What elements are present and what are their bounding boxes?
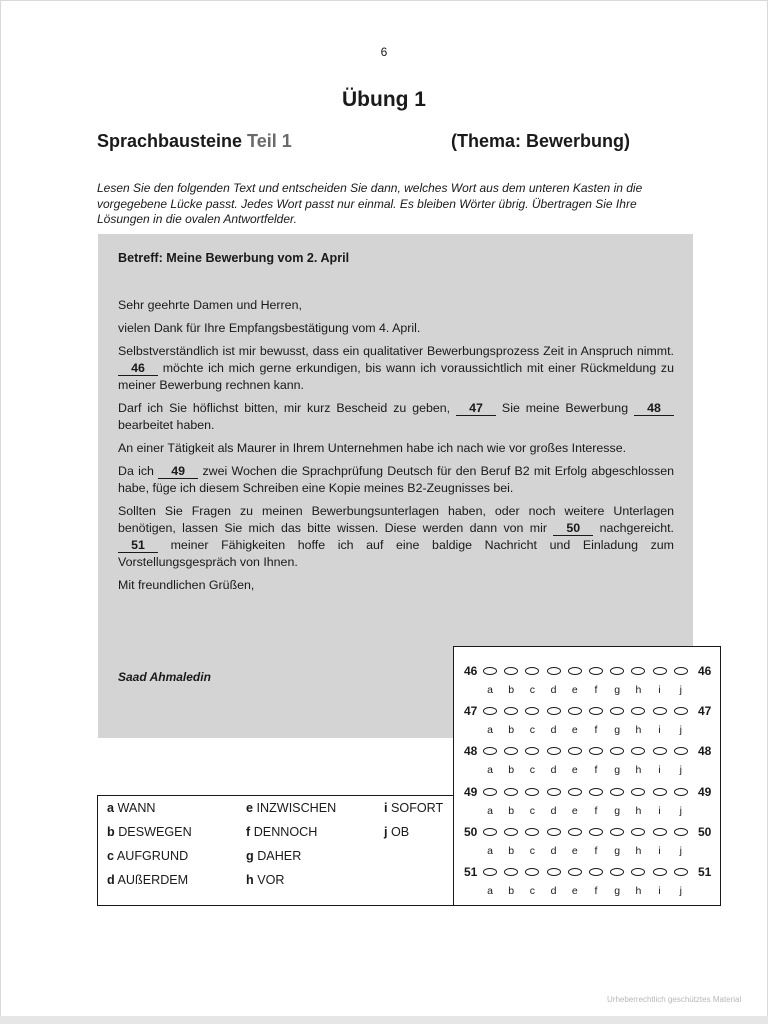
answer-oval-48-d[interactable] (547, 747, 561, 755)
word-option-letter: i (384, 801, 388, 815)
answer-row-49 (454, 779, 720, 819)
answer-letter: j (679, 885, 682, 897)
word-option-text: SOFORT (387, 801, 444, 815)
answer-oval-51-d[interactable] (547, 868, 561, 876)
answer-letter: e (571, 684, 578, 696)
answer-oval-48-c[interactable] (525, 747, 539, 755)
answer-letter: e (571, 764, 578, 777)
answer-letter: h (635, 724, 642, 737)
text-run: meiner Fähigkeiten hoffe ich auf eine baldige Nachricht und Einladung zum Vorstellungsgespräch von Ihnen. (118, 538, 674, 569)
answer-letter: c (529, 684, 536, 696)
text-run: zwei Wochen die Sprachprüfung Deutsch für den Beruf B2 mit Erfolg abgeschlossen habe, füge ich diesem Schreiben eine Kopie meines B2-Zeugnisses bei. (118, 464, 674, 495)
word-option-letter: c (107, 849, 115, 863)
answer-letter: d (550, 724, 557, 737)
answer-oval-50-b[interactable] (504, 828, 518, 836)
word-option-text: OB (387, 825, 410, 839)
answer-oval-47-b[interactable] (504, 707, 518, 715)
word-option-letter: b (107, 825, 115, 839)
gap-47: 47 (456, 402, 496, 416)
section-theme: (Thema: Bewerbung) (451, 131, 631, 151)
answer-oval-46-j[interactable] (674, 667, 688, 675)
text-run: Selbstverständlich ist mir bewusst, dass ein qualitativer Bewerbungsprozess Zeit in Anspruch nimmt. (118, 344, 674, 358)
answer-letter: c (529, 804, 536, 817)
answer-oval-51-c[interactable] (525, 868, 539, 876)
word-option-letter: f (246, 825, 251, 839)
answer-oval-48-f[interactable] (589, 747, 603, 755)
answer-oval-47-f[interactable] (589, 707, 603, 715)
answer-number-left: 50 (464, 824, 478, 839)
word-option-j (384, 825, 409, 839)
answer-number-right: 51 (698, 865, 712, 879)
answer-letter: j (679, 724, 682, 737)
letter-subject: Betreff: Meine Bewerbung vom 2. April (118, 251, 350, 265)
text-run: bearbeitet haben. (118, 418, 215, 432)
answer-oval-46-d[interactable] (547, 667, 561, 675)
answer-oval-51-h[interactable] (631, 868, 645, 876)
answer-row-48 (454, 738, 720, 778)
answer-letter: b (508, 724, 515, 737)
word-option-letter: e (246, 801, 254, 815)
answer-number-left: 51 (464, 865, 478, 879)
letter-paragraph-4: An einer Tätigkeit als Maurer in Ihrem Unternehmen habe ich nach wie vor großes Interesse. (118, 441, 627, 455)
word-option-letter: d (107, 873, 115, 887)
answer-letter: i (658, 764, 661, 777)
letter-closing: Mit freundlichen Grüßen, (118, 578, 255, 592)
answer-letter: b (508, 684, 515, 696)
answer-letter: a (487, 804, 493, 817)
answer-letter: a (487, 764, 493, 777)
answer-letter: h (635, 684, 642, 696)
answer-oval-49-h[interactable] (631, 788, 645, 796)
answer-oval-49-e[interactable] (568, 788, 582, 796)
answer-letter: f (594, 764, 598, 777)
answer-oval-51-i[interactable] (653, 868, 667, 876)
answer-number-right: 48 (698, 744, 712, 759)
answer-oval-50-e[interactable] (568, 828, 582, 836)
answer-letter: d (550, 885, 557, 897)
answer-oval-50-j[interactable] (674, 828, 688, 836)
answer-letter: i (658, 684, 661, 696)
answer-letter: b (508, 885, 515, 897)
word-option-text: AUßERDEM (114, 873, 189, 887)
answer-oval-50-a[interactable] (483, 828, 497, 836)
answer-letter: b (508, 844, 515, 857)
answer-oval-46-h[interactable] (631, 667, 645, 675)
answer-letter: j (679, 804, 682, 817)
text-run: Sie meine Bewerbung (496, 401, 634, 415)
word-option-g (246, 849, 301, 863)
answer-number-right: 49 (698, 784, 712, 799)
word-option-h (246, 873, 285, 887)
text-run: Da ich (118, 464, 159, 478)
answer-oval-47-g[interactable] (610, 707, 624, 715)
answer-letter: f (594, 844, 598, 857)
word-option-text: DENNOCH (250, 825, 318, 839)
gap-51: 51 (118, 539, 158, 553)
word-option-f (246, 825, 317, 839)
answer-letter: c (529, 844, 536, 857)
answer-sheet (453, 646, 721, 906)
answer-oval-48-j[interactable] (674, 747, 688, 755)
answer-letter: b (508, 764, 515, 777)
answer-letter: c (529, 885, 536, 897)
answer-oval-47-c[interactable] (525, 707, 539, 715)
word-option-a (107, 801, 156, 815)
answer-letter: a (487, 885, 493, 897)
answer-letter: c (529, 764, 536, 777)
answer-row-50 (454, 819, 720, 859)
letter-paragraph-1: vielen Dank für Ihre Empfangsbestätigung vom 4. April. (118, 321, 421, 335)
word-box (97, 795, 454, 906)
answer-oval-47-e[interactable] (568, 707, 582, 715)
word-option-text: WANN (114, 801, 156, 815)
answer-number-right: 50 (698, 824, 712, 839)
answer-oval-49-g[interactable] (610, 788, 624, 796)
answer-oval-46-c[interactable] (525, 667, 539, 675)
answer-oval-46-i[interactable] (653, 667, 667, 675)
answer-letter: j (679, 764, 682, 777)
answer-number-left: 49 (464, 784, 478, 799)
letter-paragraph-3 (118, 400, 674, 434)
answer-oval-50-g[interactable] (610, 828, 624, 836)
answer-number-right: 47 (698, 704, 712, 719)
letter-paragraph-2 (118, 343, 674, 394)
answer-oval-51-a[interactable] (483, 868, 497, 876)
word-option-i (384, 801, 443, 815)
answer-letter: d (550, 684, 557, 696)
answer-oval-47-j[interactable] (674, 707, 688, 715)
answer-oval-50-h[interactable] (631, 828, 645, 836)
answer-oval-51-e[interactable] (568, 868, 582, 876)
answer-letter: f (594, 885, 598, 897)
answer-oval-51-j[interactable] (674, 868, 688, 876)
answer-oval-48-e[interactable] (568, 747, 582, 755)
answer-letter: g (614, 885, 621, 897)
answer-letter: a (487, 684, 493, 696)
answer-letter: e (571, 844, 578, 857)
word-option-d (107, 873, 188, 887)
answer-letter: d (550, 844, 557, 857)
subtitle-teil: Teil 1 (247, 131, 292, 151)
answer-oval-46-g[interactable] (610, 667, 624, 675)
word-option-letter: g (246, 849, 254, 863)
letter-paragraph-6 (118, 503, 674, 571)
answer-oval-50-f[interactable] (589, 828, 603, 836)
word-option-text: VOR (253, 873, 285, 887)
text-run: nachgereicht. (593, 521, 674, 535)
answer-oval-50-c[interactable] (525, 828, 539, 836)
answer-oval-49-b[interactable] (504, 788, 518, 796)
answer-number-left: 47 (464, 704, 478, 719)
answer-oval-51-b[interactable] (504, 868, 518, 876)
answer-oval-48-h[interactable] (631, 747, 645, 755)
page-title: Übung 1 (342, 88, 426, 111)
word-option-text: AUFGRUND (114, 849, 189, 863)
answer-letter: f (594, 804, 598, 817)
answer-oval-49-j[interactable] (674, 788, 688, 796)
answer-row-51 (454, 859, 720, 899)
instructions: Lesen Sie den folgenden Text und entscheiden Sie dann, welches Wort aus dem unteren Kasten in die vorgegebene Lücke passt. Jedes Wort passt nur einmal. Es bleiben Wörter übrig. Übertragen Sie Ihre Lösungen in die ovalen Antwortfelder. (97, 181, 643, 226)
answer-letter: g (614, 804, 621, 817)
answer-letter: g (614, 764, 621, 777)
word-option-e (246, 801, 336, 815)
answer-number-right: 46 (698, 664, 712, 678)
answer-letter: h (635, 844, 642, 857)
answer-letter: h (635, 764, 642, 777)
answer-letter: g (614, 844, 621, 857)
answer-oval-46-f[interactable] (589, 667, 603, 675)
word-option-letter: h (246, 873, 254, 887)
answer-oval-46-b[interactable] (504, 667, 518, 675)
text-run: möchte ich mich gerne erkundigen, bis wann ich voraussichtlich mit einer Rückmeldung zu meiner Bewerbung rechnen kann. (118, 361, 674, 392)
answer-oval-47-d[interactable] (547, 707, 561, 715)
answer-letter: a (487, 844, 493, 857)
gap-46: 46 (118, 362, 158, 376)
answer-row-46 (454, 658, 720, 698)
answer-oval-50-d[interactable] (547, 828, 561, 836)
subtitle-prefix: Sprachbausteine (97, 131, 248, 151)
answer-letter: d (550, 804, 557, 817)
letter-salutation: Sehr geehrte Damen und Herren, (118, 298, 302, 312)
signature: Saad Ahmaledin (118, 670, 211, 684)
answer-letter: b (508, 804, 515, 817)
answer-letter: d (550, 764, 557, 777)
answer-letter: g (614, 724, 621, 737)
word-option-text: DAHER (253, 849, 302, 863)
answer-oval-50-i[interactable] (653, 828, 667, 836)
answer-oval-46-e[interactable] (568, 667, 582, 675)
page-number: 6 (380, 45, 388, 59)
answer-number-left: 48 (464, 744, 478, 759)
answer-oval-49-f[interactable] (589, 788, 603, 796)
answer-letter: i (658, 804, 661, 817)
answer-oval-48-a[interactable] (483, 747, 497, 755)
answer-row-47 (454, 698, 720, 738)
letter-text (118, 250, 674, 600)
answer-letter: i (658, 885, 661, 897)
gap-48: 48 (634, 402, 674, 416)
gap-49: 49 (158, 465, 198, 479)
answer-number-left: 46 (464, 664, 478, 678)
answer-letter: g (614, 684, 621, 696)
answer-oval-49-d[interactable] (547, 788, 561, 796)
answer-letter: j (679, 684, 682, 696)
answer-letter: i (658, 844, 661, 857)
answer-oval-51-g[interactable] (610, 868, 624, 876)
answer-letter: e (571, 804, 578, 817)
text-run: Darf ich Sie höflichst bitten, mir kurz Bescheid zu geben, (118, 401, 457, 415)
answer-oval-51-f[interactable] (589, 868, 603, 876)
answer-letter: c (529, 724, 536, 737)
watermark: Urheberrechtlich geschütztes Material (607, 995, 742, 1004)
word-option-letter: a (107, 801, 115, 815)
answer-oval-46-a[interactable] (483, 667, 497, 675)
answer-oval-48-b[interactable] (504, 747, 518, 755)
text-run: Sollten Sie Fragen zu meinen Bewerbungsunterlagen haben, oder noch weitere Unterlagen benötigen, lassen Sie mich das bitte wissen. Diese werden dann von mir (118, 504, 674, 535)
answer-letter: e (571, 885, 578, 897)
answer-oval-47-h[interactable] (631, 707, 645, 715)
answer-oval-49-i[interactable] (653, 788, 667, 796)
word-option-text: DESWEGEN (114, 825, 192, 839)
answer-letter: j (679, 844, 682, 857)
word-option-text: INZWISCHEN (253, 801, 337, 815)
answer-oval-47-i[interactable] (653, 707, 667, 715)
gap-50: 50 (553, 522, 593, 536)
answer-oval-49-a[interactable] (483, 788, 497, 796)
answer-letter: a (487, 724, 493, 737)
answer-letter: h (635, 885, 642, 897)
answer-oval-48-i[interactable] (653, 747, 667, 755)
answer-oval-47-a[interactable] (483, 707, 497, 715)
section-subtitle (97, 131, 292, 152)
answer-letter: f (594, 684, 598, 696)
answer-oval-48-g[interactable] (610, 747, 624, 755)
answer-letter: f (594, 724, 598, 737)
word-option-c (107, 849, 188, 863)
answer-letter: e (571, 724, 578, 737)
word-option-b (107, 825, 192, 839)
word-option-letter: j (384, 825, 388, 839)
answer-letter: h (635, 804, 642, 817)
answer-oval-49-c[interactable] (525, 788, 539, 796)
bottom-strip (0, 1016, 768, 1024)
letter-paragraph-5 (118, 463, 674, 497)
answer-letter: i (658, 724, 661, 737)
